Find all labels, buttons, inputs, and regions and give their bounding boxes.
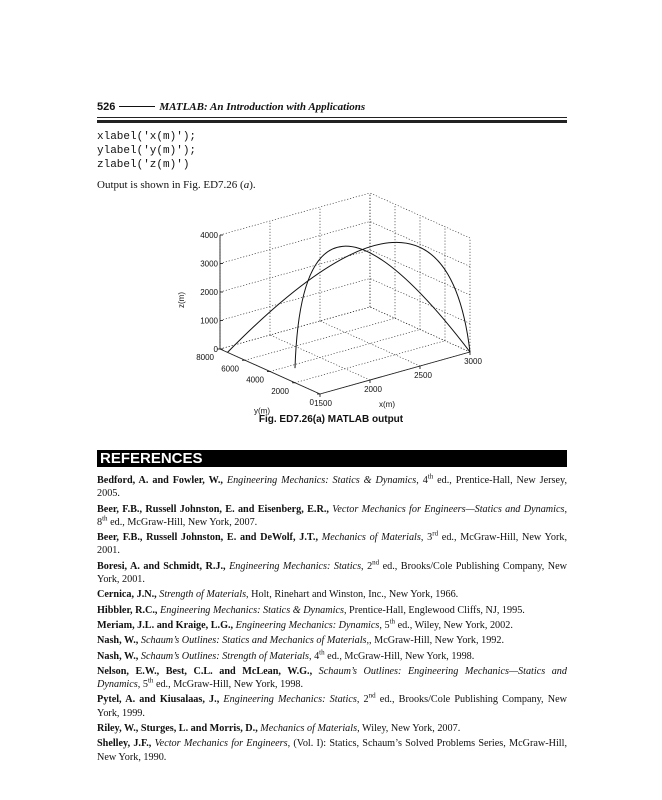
reference-item: Nelson, E.W., Best, C.L. and McLean, W.G., Schaum’s Outlines: Engineering Mechanics—Statics and Dynamics, 5th ed., McGraw-Hill, New York, 1998. xyxy=(97,665,567,691)
reference-item: Nash, W., Schaum’s Outlines: Strength of Materials, 4th ed., McGraw-Hill, New York, 1998. xyxy=(97,648,475,662)
y-tick-label: 2000 xyxy=(271,386,289,396)
y-tick-label: 6000 xyxy=(221,364,239,374)
grid-line xyxy=(220,222,370,264)
code-line: zlabel('z(m)') xyxy=(97,159,190,171)
reference-item: Boresi, A. and Schmidt, R.J., Engineering Mechanics: Statics, 2nd ed., Brooks/Cole Publishing Company, New York, 2001. xyxy=(97,558,568,586)
reference-item: Shelley, J.F., Vector Mechanics for Engineers, (Vol. I): Statics, Schaum’s Solved Problems Series, McGraw-Hill, New York, 1990. xyxy=(97,738,568,763)
z-tick-label: 0 xyxy=(213,345,218,354)
z-axis-label: z(m) xyxy=(177,292,186,308)
reference-item: Cernica, J.N., Strength of Materials, Holt, Rinehart and Winston, Inc., New York, 1966. xyxy=(97,589,459,601)
x-tick-label: 2500 xyxy=(414,371,432,380)
grid-line xyxy=(220,193,370,235)
x-tick-label: 3000 xyxy=(464,357,482,366)
reference-item: Beer, F.B., Russell Johnston, E. and DeWolf, J.T., Mechanics of Materials, 3rd ed., McGraw-Hill, New York, 2001. xyxy=(97,529,568,557)
grid-line xyxy=(270,330,420,372)
y-tick-label: 8000 xyxy=(196,353,214,362)
y-tick-label: 0 xyxy=(309,398,314,407)
grid-line xyxy=(245,318,395,360)
z-tick-label: 3000 xyxy=(200,259,218,269)
header-rule-thin xyxy=(97,117,567,118)
x-axis-line xyxy=(320,352,470,394)
reference-item: Beer, F.B., Russell Johnston, E. and Eisenberg, E.R., Vector Mechanics for Engineers—Statics and Dynamics, 8th ed., McGraw-Hill, New York, 2007. xyxy=(97,503,568,528)
matlab-3d-plot xyxy=(160,186,520,416)
reference-item: Riley, W., Sturges, L. and Morris, D., Mechanics of Materials, Wiley, New York, 2007. xyxy=(97,723,461,735)
reference-item: Pytel, A. and Kiusalaas, J., Engineering Mechanics: Statics, 2nd ed., Brooks/Cole Publishing Company, New York, 1999. xyxy=(97,692,568,719)
reference-item: Meriam, J.L. and Kraige, L.G., Engineering Mechanics: Dynamics, 5th ed., Wiley, New York, 2002. xyxy=(97,617,513,631)
grid-line xyxy=(370,193,470,238)
figure-caption: Fig. ED7.26(a) MATLAB output xyxy=(258,414,404,425)
x-tick-label: 1500 xyxy=(314,399,332,408)
grid-line xyxy=(320,321,420,366)
z-tick-label: 1000 xyxy=(200,316,218,326)
reference-item: Bedford, A. and Fowler, W., Engineering Mechanics: Statics & Dynamics, 4th ed., Prentice-Hall, New Jersey, 2005. xyxy=(97,472,568,500)
y-axis-label: y(m) xyxy=(254,406,270,416)
reference-item: Hibbler, R.C., Engineering Mechanics: Statics & Dynamics, Prentice-Hall, Englewood Cliffs, NJ, 1995. xyxy=(97,604,525,616)
x-axis-label: x(m) xyxy=(379,400,395,409)
code-line: ylabel('y(m)'); xyxy=(97,145,197,157)
x-tick-label: 2000 xyxy=(364,385,382,394)
z-tick-label: 2000 xyxy=(200,288,218,297)
z-tick-label: 4000 xyxy=(200,231,218,240)
header-rule-thick xyxy=(97,120,567,123)
references-heading: REFERENCES xyxy=(97,450,567,467)
y-tick-label: 4000 xyxy=(246,375,264,385)
running-header xyxy=(97,101,567,113)
code-block xyxy=(97,130,196,172)
header-dash xyxy=(119,106,155,107)
code-line: xlabel('x(m)'); xyxy=(97,131,197,143)
intro-sentence: Output is shown in Fig. ED7.26 (a). xyxy=(97,179,256,191)
references-list xyxy=(97,474,567,766)
grid-line xyxy=(220,279,370,321)
book-title: MATLAB: An Introduction with Applications xyxy=(159,101,366,113)
page-number: 526 xyxy=(97,101,116,113)
trajectory-curve xyxy=(295,246,470,368)
reference-item: Nash, W., Schaum’s Outlines: Statics and Mechanics of Materials,, McGraw-Hill, New York, 1992. xyxy=(97,635,505,647)
grid-line xyxy=(220,307,370,349)
